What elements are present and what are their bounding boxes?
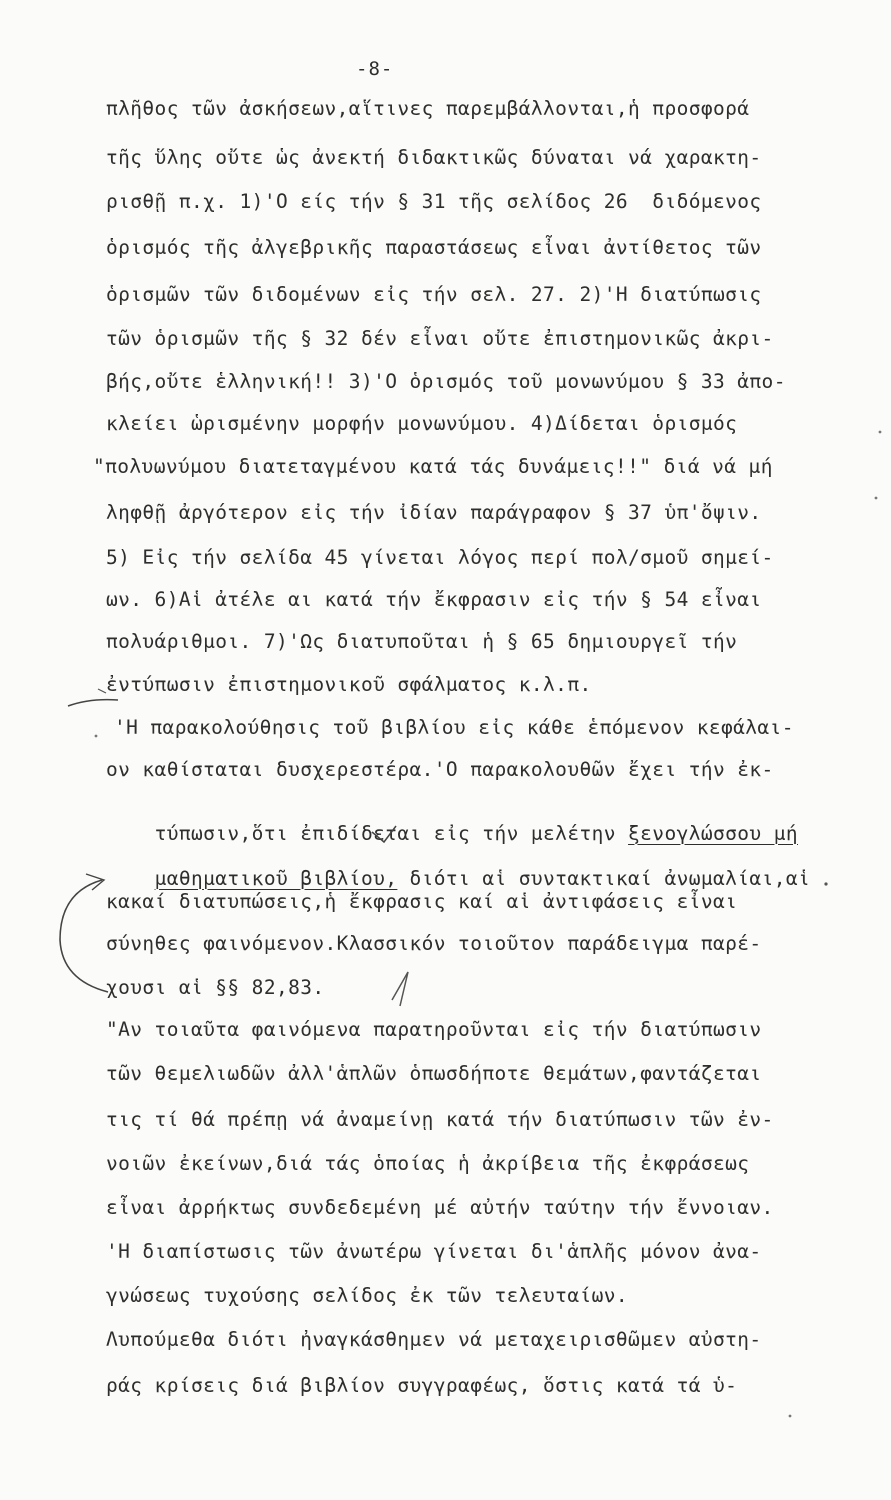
line-25: νοιῶν ἐκείνων,διά τάς ὁποίας ἡ ἀκρίβεια τῆς ἐκφράσεως [106, 1152, 750, 1175]
dot-4 [789, 1415, 792, 1418]
line-20: σύνηθες φαινόμενον.Κλασσικόν τοιοῦτον παράδειγμα παρέ- [106, 932, 762, 955]
line-18-text: διότι αἱ συντακτικαί ἀνωμαλίαι,αἱ [397, 866, 811, 890]
pen-check-mark [372, 826, 396, 842]
dot-5 [95, 735, 98, 738]
dot-3 [875, 497, 878, 500]
line-12: ων. 6)Αἱ ἀτέλε αι κατά τήν ἔκφρασιν εἰς τήν § 54 εἶναι [106, 588, 762, 611]
line-2: τῆς ὕλης οὔτε ὡς ἀνεκτή διδακτικῶς δύναται νά χαρακτη- [106, 146, 762, 169]
line-10: ληφθῇ ἀργότερον εἰς τήν ἰδίαν παράγραφον § 37 ὑπ'ὄψιν. [106, 501, 762, 524]
underlined-phrase-1: ξενογλώσσου μή [628, 821, 798, 845]
line-6: τῶν ὁρισμῶν τῆς § 32 δέν εἶναι οὔτε ἐπιστημονικῶς ἀκρι- [106, 327, 774, 350]
line-1: πλῆθος τῶν ἀσκήσεων,αἵτινες παρεμβάλλονται,ἡ προσφορά [106, 97, 750, 120]
line-17-text: τύπωσιν,ὅτι ἐπιδίδεται εἰς τήν μελέτην [154, 821, 629, 845]
line-7: βής,οὔτε ἑλληνική!! 3)'Ο ὁρισμός τοῦ μονωνύμου § 33 ἀπο- [106, 370, 786, 393]
pen-stroke-left [68, 700, 118, 706]
line-24: τις τί θά πρέπῃ νά ἀναμείνῃ κατά τήν διατύπωσιν τῶν ἐν- [106, 1108, 774, 1131]
line-16: ον καθίσταται δυσχερεστέρα.'Ο παρακολουθῶν ἔχει τήν ἐκ- [106, 758, 774, 781]
line-19: κακαί διατυπώσεις,ἡ ἔκφρασις καί αἱ ἀντιφάσεις εἶναι [106, 890, 738, 913]
line-3: ρισθῇ π.χ. 1)'Ο είς τήν § 31 τῆς σελίδος 26 διδόμενος [106, 190, 762, 213]
line-4: ὁρισμός τῆς ἀλγεβρικῆς παραστάσεως εἶναι ἀντίθετος τῶν [106, 236, 762, 259]
pen-mark-near-paragraph [98, 689, 106, 693]
line-8: κλείει ὡρισμένην μορφήν μονωνύμου. 4)Δίδεται ὁρισμός [106, 412, 738, 435]
underlined-phrase-2: μαθηματικοῦ βιβλίου, [154, 866, 398, 890]
line-21: χουσι αἱ §§ 82,83. [106, 976, 325, 999]
pen-bracket [60, 880, 108, 992]
line-28: γνώσεως τυχούσης σελίδος ἐκ τῶν τελευταίων. [106, 1284, 629, 1307]
line-11: 5) Εἰς τήν σελίδα 45 γίνεται λόγος περί πολ/σμοῦ σημεί- [106, 546, 774, 569]
line-14: ἐντύπωσιν ἐπιστημονικοῦ σφάλματος κ.λ.π. [106, 673, 592, 696]
page-number: -8- [356, 58, 394, 80]
line-26: εἶναι ἀρρήκτως συνδεδεμένη μέ αὐτήν ταύτην τήν ἔννοιαν. [106, 1196, 774, 1219]
pen-slash [392, 972, 408, 1006]
line-29: Λυπούμεθα διότι ἠναγκάσθημεν νά μεταχειρισθῶμεν αὐστη- [106, 1328, 762, 1351]
line-27: 'Η διαπίστωσις τῶν ἀνωτέρω γίνεται δι'ἁπλῆς μόνον ἀνα- [106, 1240, 762, 1263]
line-15: 'Η παρακολούθησις τοῦ βιβλίου εἰς κάθε ἑπόμενον κεφάλαι- [114, 716, 794, 739]
dot-2 [879, 431, 882, 434]
line-22: "Αν τοιαῦτα φαινόμενα παρατηροῦνται εἰς τήν διατύπωσιν [106, 1018, 762, 1041]
line-9: "πολυωνύμου διατεταγμένου κατά τάς δυνάμεις!!" διά νά μή [93, 455, 773, 478]
line-13: πολυάριθμοι. 7)'Ως διατυποῦται ἡ § 65 δημιουργεῖ τήν [106, 630, 738, 653]
line-23: τῶν θεμελιωδῶν ἀλλ'ἁπλῶν ὁπωσδήποτε θεμάτων,φαντάζεται [106, 1062, 762, 1085]
line-5: ὁρισμῶν τῶν διδομένων εἰς τήν σελ. 27. 2)'Η διατύπωσις [106, 283, 762, 306]
line-30: ράς κρίσεις διά βιβλίον συγγραφέως, ὅστις κατά τά ὑ- [106, 1374, 738, 1397]
dot-1 [824, 882, 827, 885]
